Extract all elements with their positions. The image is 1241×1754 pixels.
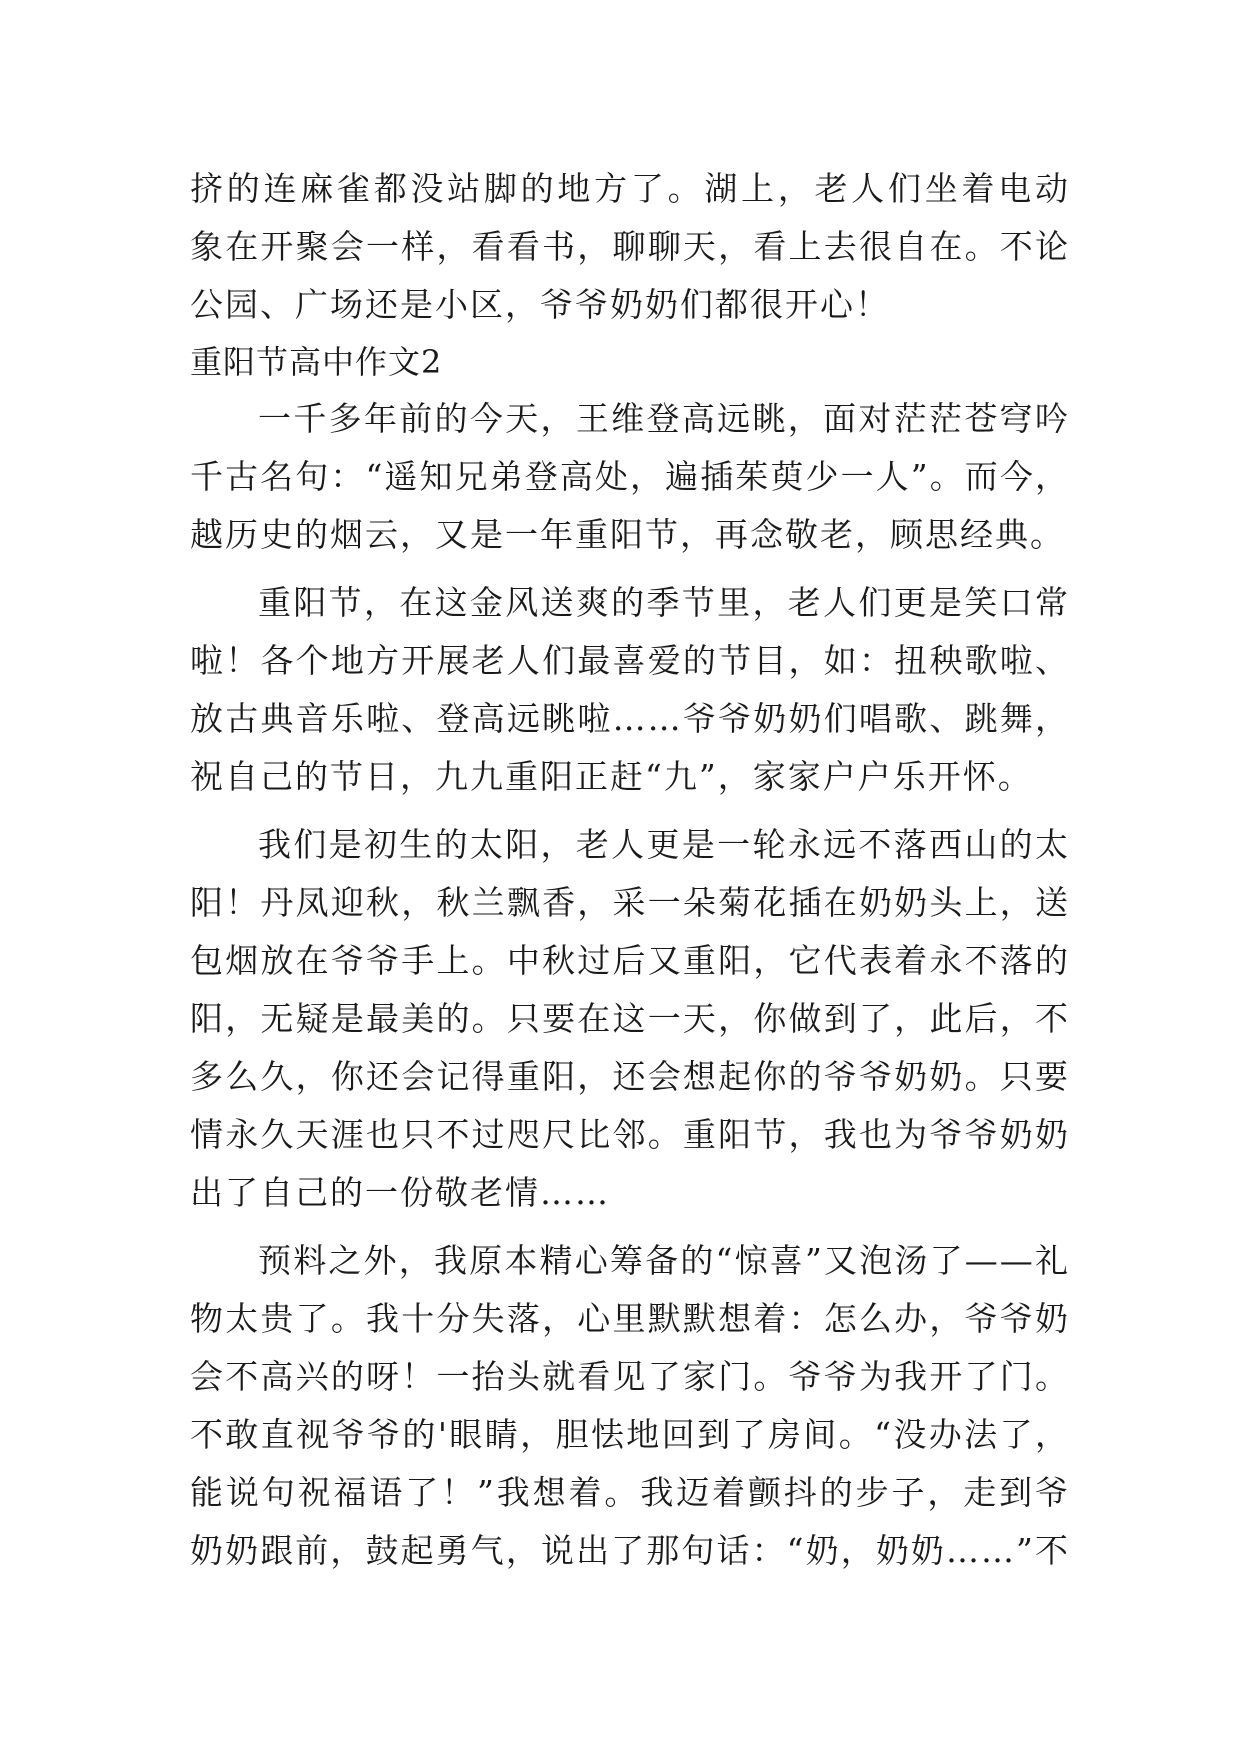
text-line: 象在开聚会一样，看看书，聊聊天，看上去很自在。不论 [190, 227, 1070, 266]
text-line: 阳，无疑是最美的。只要在这一天，你做到了，此后，不 [190, 999, 1070, 1038]
text-line: 重阳节，在这金风送爽的季节里，老人们更是笑口常 [258, 583, 1070, 622]
text-line: 挤的连麻雀都没站脚的地方了。湖上，老人们坐着电动 [190, 169, 1070, 208]
paragraph [190, 816, 1070, 1222]
paragraph [190, 390, 1070, 564]
text-line: 越历史的烟云，又是一年重阳节，再念敬老，顾思经典。 [190, 515, 1065, 554]
text-line: 多么久，你还会记得重阳，还会想起你的爷爷奶奶。只要 [190, 1057, 1070, 1096]
paragraph [190, 1232, 1070, 1580]
text-line: 一千多年前的今天，王维登高远眺，面对茫茫苍穹吟 [258, 399, 1070, 438]
paragraph [190, 574, 1070, 806]
text-line: 物太贵了。我十分失落，心里默默想着：怎么办，爷爷奶 [190, 1299, 1070, 1338]
text-line: 奶奶跟前，鼓起勇气，说出了那句话：“奶，奶奶……”不 [190, 1531, 1070, 1570]
text-line: 包烟放在爷爷手上。中秋过后又重阳，它代表着永不落的 [190, 941, 1070, 980]
text-line: 情永久天涯也只不过咫尺比邻。重阳节，我也为爷爷奶奶 [190, 1115, 1070, 1154]
section-heading: 重阳节高中作文2 [190, 343, 443, 381]
text-line: 祝自己的节日，九九重阳正赶“九”，家家户户乐开怀。 [190, 757, 1033, 796]
text-line: 放古典音乐啦、登高远眺啦……爷爷奶奶们唱歌、跳舞， [190, 699, 1070, 738]
text-line: 会不高兴的呀！一抬头就看见了家门。爷爷为我开了门。 [190, 1357, 1070, 1396]
text-line: 阳！丹凤迎秋，秋兰飘香，采一朵菊花插在奶奶头上，送 [190, 883, 1070, 922]
text-line: 能说句祝福语了！”我想着。我迈着颤抖的步子，走到爷 [190, 1473, 1070, 1512]
intro-paragraph [190, 160, 1070, 334]
text-line: 出了自己的一份敬老情…… [190, 1173, 610, 1212]
document-body [190, 160, 1070, 1580]
text-line: 公园、广场还是小区，爷爷奶奶们都很开心！ [190, 285, 890, 324]
text-line: 预料之外，我原本精心筹备的“惊喜”又泡汤了——礼 [258, 1241, 1070, 1280]
text-line: 啦！各个地方开展老人们最喜爱的节目，如：扭秧歌啦、 [190, 641, 1070, 680]
text-line: 我们是初生的太阳，老人更是一轮永远不落西山的太 [258, 825, 1070, 864]
text-line: 不敢直视爷爷的'眼睛，胆怯地回到了房间。“没办法了， [190, 1415, 1070, 1454]
text-line: 千古名句：“遥知兄弟登高处，遍插茱萸少一人”。而今， [190, 457, 1070, 496]
